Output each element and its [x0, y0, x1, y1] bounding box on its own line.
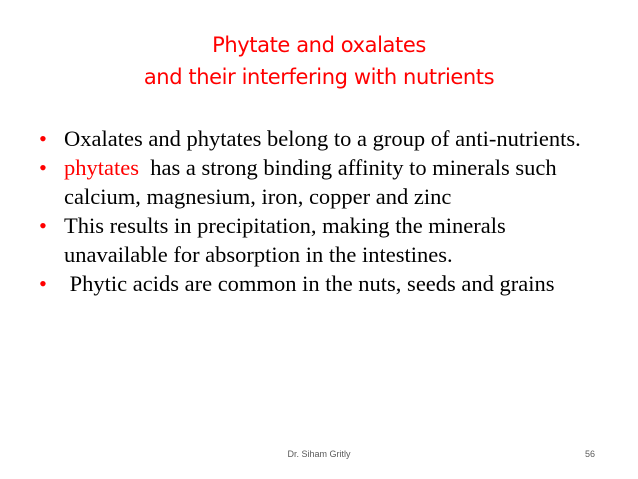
bullet-text: Oxalates and phytates belong to a group of anti-nutrients. — [64, 126, 581, 151]
bullet-text: This results in precipitation, making the minerals unavailable for absorption in the intestines. — [64, 213, 506, 267]
slide-title — [0, 29, 638, 93]
bullet-text: has a strong binding affinity to minerals such calcium, magnesium, iron, copper and zinc — [64, 155, 563, 209]
page-number: 56 — [585, 449, 596, 459]
slide-title-line-2: and their interfering with nutrients — [143, 65, 495, 89]
bullet-dot-icon: • — [39, 155, 47, 180]
bullet-highlight: phytates — [64, 155, 139, 180]
bullet-dot-icon: • — [39, 126, 47, 151]
bullet-dot-icon: • — [39, 271, 47, 296]
bullet-list — [39, 124, 609, 298]
bullet-item — [39, 124, 609, 153]
bullet-item — [39, 153, 609, 211]
bullet-item — [39, 211, 609, 269]
bullet-item — [39, 269, 609, 298]
bullet-dot-icon: • — [39, 213, 47, 238]
bullet-text: Phytic acids are common in the nuts, seeds and grains — [64, 271, 555, 296]
slide-title-line-1: Phytate and oxalates — [212, 33, 426, 57]
footer-author: Dr. Siham Gritly — [287, 449, 351, 459]
